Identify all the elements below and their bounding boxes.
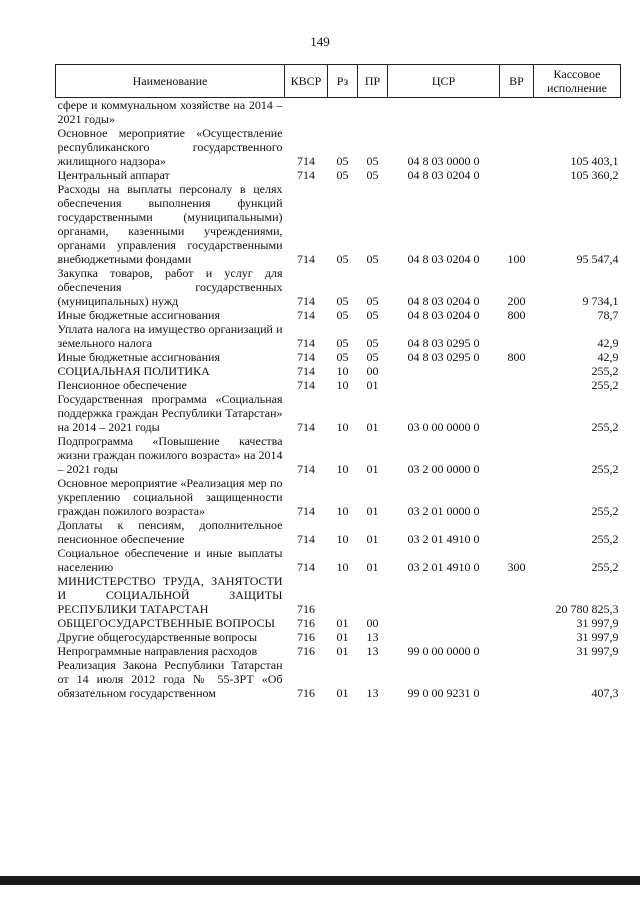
cell-amount: 9 734,1 <box>582 294 619 308</box>
table-row <box>56 322 621 350</box>
cell-kvsr: 714 <box>297 308 315 322</box>
cell-amount: 255,2 <box>591 462 619 476</box>
cell-pr: 01 <box>366 420 379 434</box>
cell-vr <box>500 644 534 658</box>
cell-name: Основное мероприятие «Реализация мер по укреплению социальной защищенности граждан пожилого возраста» <box>57 476 283 518</box>
cell-kvsr: 714 <box>297 378 315 392</box>
table-header-row <box>56 65 621 98</box>
cell-csr: 04 8 03 0204 0 <box>407 308 480 322</box>
cell-kvsr: 714 <box>297 252 315 266</box>
cell-rz: 05 <box>336 336 349 350</box>
cell-rz: 01 <box>336 616 349 630</box>
cell-vr <box>500 98 534 127</box>
cell-pr: 00 <box>366 364 379 378</box>
cell-pr: 13 <box>366 630 379 644</box>
scan-edge-bar <box>0 876 640 885</box>
cell-kvsr: 716 <box>297 686 315 700</box>
cell-rz: 10 <box>336 560 349 574</box>
cell-amount: 255,2 <box>591 364 619 378</box>
cell-amount: 31 997,9 <box>576 630 619 644</box>
cell-kvsr: 714 <box>297 294 315 308</box>
cell-pr: 01 <box>366 378 379 392</box>
cell-amount <box>534 98 621 127</box>
cell-pr: 05 <box>366 154 379 168</box>
cell-vr <box>500 574 534 616</box>
cell-rz: 10 <box>336 364 349 378</box>
cell-amount: 105 403,1 <box>570 154 619 168</box>
cell-rz: 05 <box>336 168 349 182</box>
table-row <box>56 616 621 630</box>
cell-kvsr: 714 <box>297 364 315 378</box>
cell-csr: 03 2 00 0000 0 <box>407 462 480 476</box>
cell-rz: 05 <box>336 350 349 364</box>
cell-csr: 04 8 03 0295 0 <box>407 336 480 350</box>
cell-csr: 03 2 01 4910 0 <box>407 532 480 546</box>
cell-vr <box>500 658 534 700</box>
cell-pr: 13 <box>366 644 379 658</box>
cell-kvsr: 714 <box>297 504 315 518</box>
cell-name: Иные бюджетные ассигнования <box>57 350 220 364</box>
cell-pr: 01 <box>366 462 379 476</box>
cell-csr <box>388 378 500 392</box>
cell-pr <box>358 98 388 127</box>
cell-pr: 00 <box>366 616 379 630</box>
cell-rz <box>328 574 358 616</box>
cell-csr <box>388 98 500 127</box>
cell-kvsr: 716 <box>297 616 315 630</box>
cell-amount: 95 547,4 <box>576 252 619 266</box>
table-row <box>56 168 621 182</box>
cell-amount: 407,3 <box>591 686 619 700</box>
table-row <box>56 350 621 364</box>
header-rz: Рз <box>328 65 358 98</box>
cell-amount: 78,7 <box>597 308 619 322</box>
cell-pr: 01 <box>366 560 379 574</box>
cell-pr: 05 <box>366 336 379 350</box>
cell-csr: 04 8 03 0204 0 <box>407 168 480 182</box>
cell-rz: 05 <box>336 294 349 308</box>
table-row <box>56 644 621 658</box>
header-vr: ВР <box>500 65 534 98</box>
cell-amount: 255,2 <box>591 420 619 434</box>
cell-kvsr: 714 <box>297 560 315 574</box>
cell-kvsr: 714 <box>297 420 315 434</box>
table-row <box>56 546 621 574</box>
cell-vr <box>500 168 534 182</box>
cell-amount: 31 997,9 <box>576 644 619 658</box>
cell-rz: 05 <box>336 308 349 322</box>
cell-name: СОЦИАЛЬНАЯ ПОЛИТИКА <box>57 364 210 378</box>
cell-amount: 255,2 <box>591 504 619 518</box>
cell-csr: 04 8 03 0295 0 <box>407 350 480 364</box>
cell-kvsr: 714 <box>297 336 315 350</box>
cell-rz: 10 <box>336 504 349 518</box>
cell-vr <box>500 476 534 518</box>
cell-name: Основное мероприятие «Осуществление республиканского государственного жилищного надзора» <box>57 126 283 168</box>
table-row <box>56 126 621 168</box>
cell-pr: 05 <box>366 168 379 182</box>
cell-amount: 42,9 <box>597 336 619 350</box>
cell-rz: 10 <box>336 532 349 546</box>
table-row <box>56 630 621 644</box>
cell-pr: 01 <box>366 532 379 546</box>
cell-rz: 10 <box>336 420 349 434</box>
cell-name: Расходы на выплаты персоналу в целях обеспечения выполнения функций государственными (муниципальными) органами, казенными учреждениями, органами управления государственными внебюджетными фондами <box>57 182 283 266</box>
cell-vr <box>500 322 534 350</box>
cell-rz: 01 <box>336 630 349 644</box>
cell-amount: 255,2 <box>591 532 619 546</box>
cell-kvsr: 716 <box>297 602 315 616</box>
cell-kvsr: 714 <box>297 168 315 182</box>
cell-kvsr <box>285 98 328 127</box>
cell-name: Закупка товаров, работ и услуг для обеспечения государственных (муниципальных) нужд <box>57 266 283 308</box>
cell-name: Государственная программа «Социальная поддержка граждан Республики Татарстан» на 2014 – 2021 годы <box>57 392 283 434</box>
cell-name: Пенсионное обеспечение <box>57 378 187 392</box>
cell-name: Другие общегосударственные вопросы <box>57 630 258 644</box>
cell-name: Уплата налога на имущество организаций и земельного налога <box>57 322 283 350</box>
cell-pr: 01 <box>366 504 379 518</box>
cell-name: Реализация Закона Республики Татарстан от 14 июля 2012 года № 55-ЗРТ «Об обязательном государственном <box>57 658 283 700</box>
cell-csr: 03 2 01 0000 0 <box>407 504 480 518</box>
cell-rz: 10 <box>336 462 349 476</box>
table-row <box>56 266 621 308</box>
cell-csr <box>388 630 500 644</box>
table-row <box>56 378 621 392</box>
cell-rz: 10 <box>336 378 349 392</box>
cell-amount: 42,9 <box>597 350 619 364</box>
cell-vr <box>500 126 534 168</box>
table-row <box>56 364 621 378</box>
cell-name: Доплаты к пенсиям, дополнительное пенсионное обеспечение <box>57 518 283 546</box>
cell-csr <box>388 616 500 630</box>
cell-rz: 01 <box>336 686 349 700</box>
cell-vr <box>500 518 534 546</box>
table-row <box>56 476 621 518</box>
cell-amount: 20 780 825,3 <box>555 602 619 616</box>
cell-amount: 255,2 <box>591 560 619 574</box>
cell-kvsr: 714 <box>297 350 315 364</box>
cell-vr: 800 <box>507 308 526 322</box>
header-name: Наименование <box>56 65 285 98</box>
table-row <box>56 574 621 616</box>
header-kvsr: КВСР <box>285 65 328 98</box>
cell-name: Непрограммные направления расходов <box>57 644 258 658</box>
cell-pr: 13 <box>366 686 379 700</box>
cell-csr: 04 8 03 0204 0 <box>407 252 480 266</box>
cell-amount: 105 360,2 <box>570 168 619 182</box>
cell-kvsr: 716 <box>297 644 315 658</box>
cell-pr: 05 <box>366 308 379 322</box>
header-csr: ЦСР <box>388 65 500 98</box>
budget-table <box>55 64 621 700</box>
cell-csr: 99 0 00 0000 0 <box>407 644 480 658</box>
table-row <box>56 98 621 127</box>
cell-kvsr: 714 <box>297 532 315 546</box>
cell-rz <box>328 98 358 127</box>
cell-rz: 05 <box>336 252 349 266</box>
cell-vr <box>500 392 534 434</box>
cell-vr: 300 <box>507 560 526 574</box>
page-number: 149 <box>310 34 330 49</box>
table-row <box>56 308 621 322</box>
table-row <box>56 182 621 266</box>
cell-csr: 04 8 03 0000 0 <box>407 154 480 168</box>
cell-name: Иные бюджетные ассигнования <box>57 308 220 322</box>
cell-kvsr: 714 <box>297 462 315 476</box>
cell-vr <box>500 630 534 644</box>
table-row <box>56 392 621 434</box>
cell-vr <box>500 616 534 630</box>
cell-csr: 03 0 00 0000 0 <box>407 420 480 434</box>
cell-name: ОБЩЕГОСУДАРСТВЕННЫЕ ВОПРОСЫ <box>57 616 275 630</box>
cell-pr: 05 <box>366 252 379 266</box>
cell-name: Центральный аппарат <box>57 168 170 182</box>
cell-name: сфере и коммунальном хозяйстве на 2014 – 2021 годы» <box>57 98 283 126</box>
cell-pr: 05 <box>366 350 379 364</box>
cell-rz: 05 <box>336 154 349 168</box>
cell-amount: 31 997,9 <box>576 616 619 630</box>
cell-amount: 255,2 <box>591 378 619 392</box>
cell-vr <box>500 364 534 378</box>
cell-kvsr: 716 <box>297 630 315 644</box>
cell-name: МИНИСТЕРСТВО ТРУДА, ЗАНЯТОСТИ И СОЦИАЛЬНОЙ ЗАЩИТЫ РЕСПУБЛИКИ ТАТАРСТАН <box>57 574 283 616</box>
header-pr: ПР <box>358 65 388 98</box>
cell-name: Подпрограмма «Повышение качества жизни граждан пожилого возраста» на 2014 – 2021 годы <box>57 434 283 476</box>
cell-vr <box>500 434 534 476</box>
cell-pr: 05 <box>366 294 379 308</box>
cell-csr <box>388 364 500 378</box>
table-row <box>56 434 621 476</box>
cell-vr: 100 <box>507 252 526 266</box>
header-amount: Кассовое исполнение <box>534 65 621 98</box>
table-row <box>56 518 621 546</box>
table-row <box>56 658 621 700</box>
cell-csr: 04 8 03 0204 0 <box>407 294 480 308</box>
cell-csr: 03 2 01 4910 0 <box>407 560 480 574</box>
cell-vr <box>500 378 534 392</box>
cell-vr: 200 <box>507 294 526 308</box>
cell-csr <box>388 574 500 616</box>
cell-csr: 99 0 00 9231 0 <box>407 686 480 700</box>
cell-vr: 800 <box>507 350 526 364</box>
cell-rz: 01 <box>336 644 349 658</box>
cell-kvsr: 714 <box>297 154 315 168</box>
cell-pr <box>358 574 388 616</box>
cell-name: Социальное обеспечение и иные выплаты населению <box>57 546 283 574</box>
